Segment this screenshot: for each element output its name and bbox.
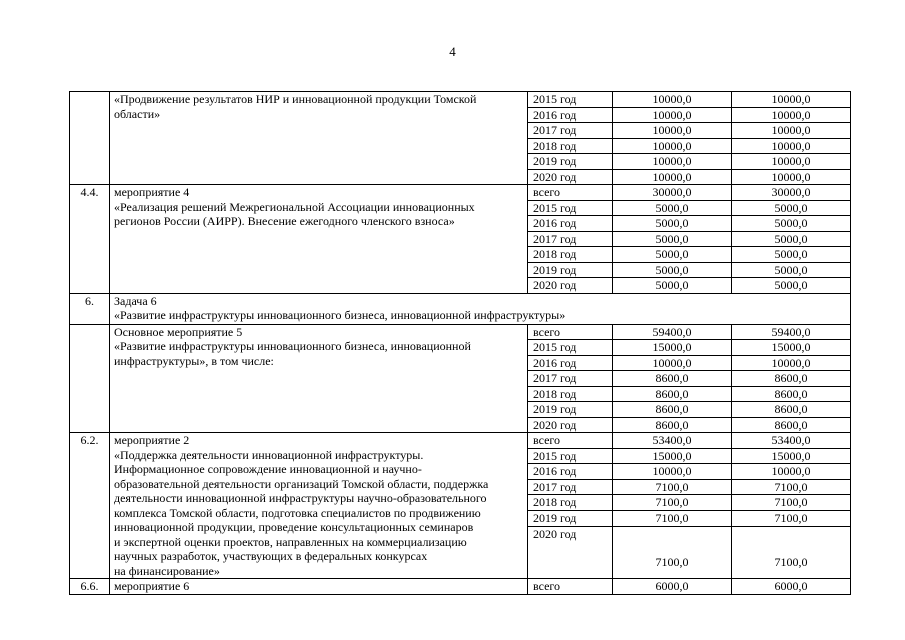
program-table [69,91,851,595]
value-cell: 10000,0 [613,123,732,139]
value-cell: 10000,0 [613,154,732,170]
value-cell: 8600,0 [613,402,732,418]
year-cell: 2018 год [528,495,613,511]
value-cell: 15000,0 [732,340,851,356]
item-title-line: «Продвижение результатов НИР и инновационной продукции Томской [114,92,477,106]
value-cell: 53400,0 [732,433,851,449]
table-row [70,185,851,201]
item-title-line: на финансирование» [114,563,220,578]
item-title-line: «Реализация решений Межрегиональной Ассоциации инновационных [114,199,475,214]
item-number [70,92,110,185]
value-cell: 7100,0 [732,526,851,578]
item-title-line: комплекса Томской области, подготовка специалистов по продвижению [114,505,481,520]
table-row [70,433,851,449]
value-cell: 5000,0 [613,247,732,263]
value-cell: 8600,0 [613,417,732,433]
value-cell: 10000,0 [732,169,851,185]
year-cell: 2017 год [528,231,613,247]
item-title-line: научных разработок, участвующих в федеральных конкурсах [114,549,428,563]
value-cell: 15000,0 [613,340,732,356]
value-cell: 8600,0 [732,402,851,418]
value-cell: 8600,0 [732,417,851,433]
value-cell: 5000,0 [613,231,732,247]
item-description [110,433,528,579]
value-cell: 30000,0 [613,185,732,201]
year-cell: 2015 год [528,340,613,356]
value-cell: 30000,0 [732,185,851,201]
year-cell: всего [528,324,613,340]
task-row [70,293,851,324]
task-description [110,293,851,324]
task-number: 6. [70,293,110,324]
value-cell: 6000,0 [732,579,851,595]
value-cell: 8600,0 [732,371,851,387]
item-description [110,185,528,294]
value-cell: 53400,0 [613,433,732,449]
value-cell: 5000,0 [732,200,851,216]
item-description [110,324,528,433]
year-cell: 2017 год [528,371,613,387]
year-cell: 2019 год [528,262,613,278]
value-cell: 5000,0 [732,247,851,263]
item-title-line: инфраструктуры», в том числе: [114,353,274,368]
year-cell: 2020 год [528,169,613,185]
year-cell: 2020 год [528,278,613,294]
value-cell: 10000,0 [613,92,732,108]
value-cell: 6000,0 [613,579,732,595]
value-cell: 10000,0 [613,464,732,480]
item-description [110,92,528,185]
item-label: мероприятие 6 [110,579,528,595]
value-cell: 10000,0 [732,464,851,480]
year-cell: 2015 год [528,200,613,216]
year-cell: 2020 год [528,417,613,433]
year-cell: 2019 год [528,402,613,418]
item-number: 4.4. [70,185,110,294]
page-number: 4 [449,44,456,59]
item-label: мероприятие 2 [114,433,190,447]
item-title-line: деятельности инновационной инфраструктуры научно-образовательного [114,491,487,505]
value-cell: 15000,0 [613,448,732,464]
value-cell: 5000,0 [732,216,851,232]
value-cell: 7100,0 [732,495,851,511]
task-title: «Развитие инфраструктуры инновационного бизнеса, инновационной инфраструктуры» [114,308,566,322]
value-cell: 7100,0 [613,510,732,526]
value-cell: 7100,0 [613,479,732,495]
table-row [70,324,851,340]
year-cell: 2018 год [528,138,613,154]
year-cell: 2018 год [528,247,613,263]
item-label: Основное мероприятие 5 [114,324,243,339]
value-cell: 10000,0 [613,169,732,185]
year-cell: 2017 год [528,123,613,139]
value-cell: 10000,0 [732,154,851,170]
value-cell: 10000,0 [732,138,851,154]
value-cell: 5000,0 [732,231,851,247]
item-label: мероприятие 4 [114,185,190,199]
value-cell: 8600,0 [613,386,732,402]
value-cell: 7100,0 [613,495,732,511]
year-cell: всего [528,185,613,201]
item-title-line: образовательной деятельности организаций Томской области, поддержка [114,476,489,491]
value-cell: 8600,0 [732,386,851,402]
value-cell: 10000,0 [732,355,851,371]
year-cell: 2015 год [528,448,613,464]
item-title-line: «Развитие инфраструктуры инновационного бизнеса, инновационной [114,339,471,353]
item-title-line: и экспертной оценки проектов, направленных на коммерциализацию [114,534,467,549]
year-cell: 2016 год [528,464,613,480]
year-cell: 2020 год [528,526,613,578]
item-number [70,324,110,433]
year-cell: 2019 год [528,154,613,170]
item-title-line: регионов России (АИРР). Внесение ежегодного членского взноса» [114,214,455,228]
value-cell: 5000,0 [613,216,732,232]
value-cell: 7100,0 [732,510,851,526]
task-label: Задача 6 [114,293,157,308]
value-cell: 10000,0 [732,123,851,139]
year-cell: всего [528,433,613,449]
year-cell: 2019 год [528,510,613,526]
table-row [70,579,851,595]
year-cell: 2015 год [528,92,613,108]
value-cell: 15000,0 [732,448,851,464]
value-cell: 10000,0 [732,107,851,123]
item-title-line: области» [114,106,161,121]
item-title-line: Информационное сопровождение инновационной и научно- [114,462,422,476]
value-cell: 5000,0 [613,262,732,278]
value-cell: 5000,0 [732,262,851,278]
item-number: 6.2. [70,433,110,579]
value-cell: 59400,0 [732,324,851,340]
value-cell: 10000,0 [613,138,732,154]
value-cell: 7100,0 [732,479,851,495]
year-cell: 2016 год [528,107,613,123]
year-cell: всего [528,579,613,595]
year-cell: 2016 год [528,355,613,371]
value-cell: 5000,0 [613,278,732,294]
table-row [70,92,851,108]
year-cell: 2016 год [528,216,613,232]
value-cell: 5000,0 [613,200,732,216]
value-cell: 8600,0 [613,371,732,387]
year-cell: 2018 год [528,386,613,402]
value-cell: 10000,0 [613,107,732,123]
value-cell: 5000,0 [732,278,851,294]
value-cell: 10000,0 [732,92,851,108]
item-number: 6.6. [70,579,110,595]
value-cell: 10000,0 [613,355,732,371]
item-title-line: «Поддержка деятельности инновационной инфраструктуры. [114,447,424,462]
year-cell: 2017 год [528,479,613,495]
value-cell: 59400,0 [613,324,732,340]
item-title-line: инновационной продукции, проведение консультационных семинаров [114,520,474,534]
value-cell: 7100,0 [613,526,732,578]
